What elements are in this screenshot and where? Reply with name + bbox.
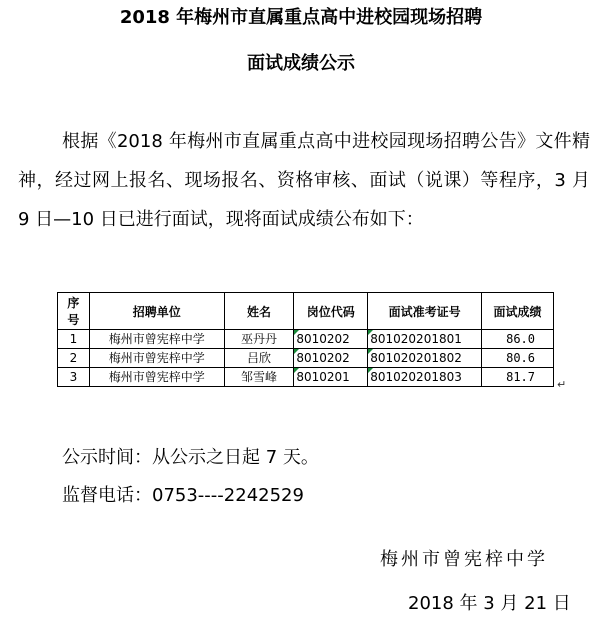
issue-date: 2018 年 3 月 21 日 [408, 593, 571, 614]
notice-period: 公示时间：从公示之日起 7 天。 [62, 447, 319, 468]
cell-ticket: 801020201803 [368, 368, 482, 387]
cell-unit: 梅州市曾宪梓中学 [89, 330, 224, 349]
cell-score: 81.7 [482, 368, 554, 387]
page-subtitle: 面试成绩公示 [247, 53, 355, 74]
cell-post-code: 8010202 [294, 349, 368, 368]
school-signature: 梅州市曾宪梓中学 [380, 549, 548, 570]
cell-unit: 梅州市曾宪梓中学 [89, 368, 224, 387]
table-row [58, 330, 554, 349]
cell-seq: 1 [58, 330, 90, 349]
supervision-phone: 监督电话：0753----2242529 [62, 485, 304, 506]
header-ticket: 面试准考证号 [368, 293, 482, 330]
header-post-code: 岗位代码 [294, 293, 368, 330]
cell-unit: 梅州市曾宪梓中学 [89, 349, 224, 368]
cell-score: 86.0 [482, 330, 554, 349]
page-title: 2018 年梅州市直属重点高中进校园现场招聘 [119, 7, 483, 28]
header-name: 姓名 [224, 293, 294, 330]
header-seq-line2: 号 [67, 313, 80, 327]
cell-name: 邹雪峰 [224, 368, 294, 387]
paragraph-return-icon: ↵ [557, 378, 567, 391]
cell-name: 巫丹丹 [224, 330, 294, 349]
table-row [58, 349, 554, 368]
score-table [57, 292, 554, 387]
cell-seq: 2 [58, 349, 90, 368]
header-seq [58, 293, 90, 330]
cell-ticket: 801020201802 [368, 349, 482, 368]
announcement-body: 根据《2018 年梅州市直属重点高中进校园现场招聘公告》文件精神，经过网上报名、现场报名、资格审核、面试（说课）等程序，3 月 9 日—10 日已进行面试，现将面试成绩公布如下： [18, 131, 590, 230]
cell-ticket: 801020201801 [368, 330, 482, 349]
cell-score: 80.6 [482, 349, 554, 368]
header-unit: 招聘单位 [89, 293, 224, 330]
header-score: 面试成绩 [482, 293, 554, 330]
cell-name: 吕欣 [224, 349, 294, 368]
cell-post-code: 8010201 [294, 368, 368, 387]
cell-seq: 3 [58, 368, 90, 387]
header-seq-line1: 序 [67, 296, 80, 310]
cell-post-code: 8010202 [294, 330, 368, 349]
table-row [58, 368, 554, 387]
table-header-row [58, 293, 554, 330]
